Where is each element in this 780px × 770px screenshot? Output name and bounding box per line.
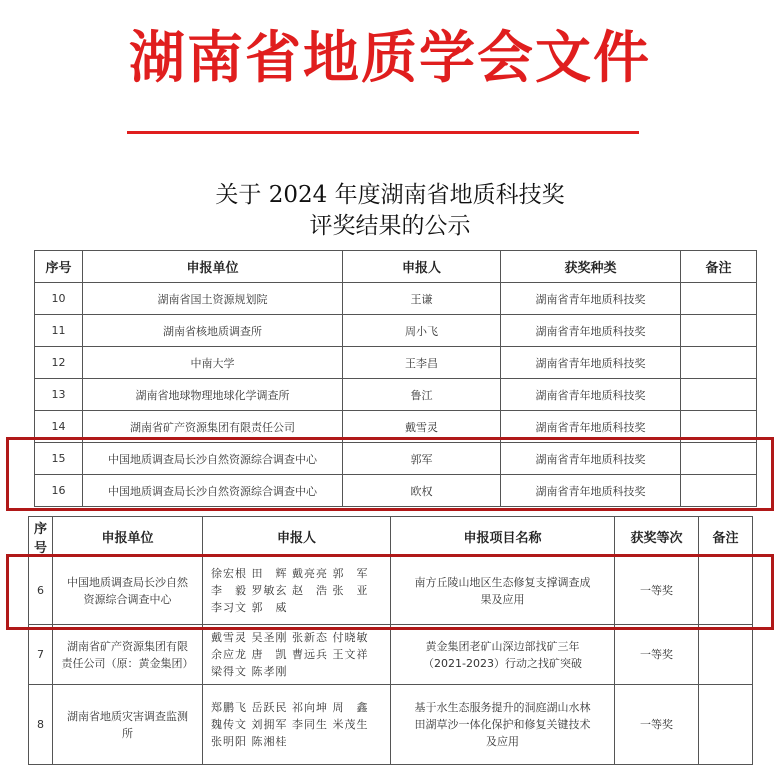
table-row	[35, 283, 757, 315]
cell-unit: 中国地质调查局长沙自然资源综合调查中心	[83, 443, 343, 475]
cell-unit: 湖南省地质灾害调查监测 所	[53, 685, 203, 765]
header-note: 备注	[699, 517, 753, 557]
cell-person: 欧权	[343, 475, 501, 507]
cell-note	[681, 347, 757, 379]
header-note: 备注	[681, 251, 757, 283]
header-persons: 申报人	[203, 517, 391, 557]
cell-no: 12	[35, 347, 83, 379]
cell-no: 13	[35, 379, 83, 411]
cell-person: 周小飞	[343, 315, 501, 347]
doc-title-line1: 关于 2024 年度湖南省地质科技奖	[215, 182, 565, 208]
cell-award: 湖南省青年地质科技奖	[501, 315, 681, 347]
header-person: 申报人	[343, 251, 501, 283]
cell-unit: 中南大学	[83, 347, 343, 379]
cell-level: 一等奖	[615, 625, 699, 685]
table-row	[35, 315, 757, 347]
header-award: 获奖种类	[501, 251, 681, 283]
cell-level: 一等奖	[615, 557, 699, 625]
cell-level: 一等奖	[615, 685, 699, 765]
cell-project: 基于水生态服务提升的洞庭湖山水林 田湖草沙一体化保护和修复关键技术 及应用	[391, 685, 615, 765]
cell-no: 16	[35, 475, 83, 507]
doc-title-line2: 评奖结果的公示	[309, 213, 471, 239]
cell-person: 戴雪灵	[343, 411, 501, 443]
cell-no: 11	[35, 315, 83, 347]
cell-no: 7	[29, 625, 53, 685]
cell-unit: 湖南省矿产资源集团有限责任公司	[83, 411, 343, 443]
cell-no: 14	[35, 411, 83, 443]
header-unit: 申报单位	[53, 517, 203, 557]
cell-unit: 中国地质调查局长沙自然资源综合调查中心	[83, 475, 343, 507]
cell-unit: 中国地质调查局长沙自然 资源综合调查中心	[53, 557, 203, 625]
cell-award: 湖南省青年地质科技奖	[501, 411, 681, 443]
table-row	[35, 379, 757, 411]
cell-award: 湖南省青年地质科技奖	[501, 443, 681, 475]
cell-persons: 徐宏根 田 辉 戴亮亮 郭 军 李 毅 罗敏玄 赵 浩 张 亚 李习文 郭 威	[203, 557, 391, 625]
cell-no: 6	[29, 557, 53, 625]
cell-persons: 戴雪灵 吴圣刚 张新态 付晓敏 余应龙 唐 凯 曹远兵 王文祥 梁得文 陈孝刚	[203, 625, 391, 685]
header-project: 申报项目名称	[391, 517, 615, 557]
highlight-box-youth	[6, 437, 774, 511]
header-level: 获奖等次	[615, 517, 699, 557]
table-row	[35, 347, 757, 379]
cell-award: 湖南省青年地质科技奖	[501, 379, 681, 411]
cell-person: 鲁江	[343, 379, 501, 411]
cell-note	[681, 379, 757, 411]
cell-unit: 湖南省国土资源规划院	[83, 283, 343, 315]
cell-note	[681, 283, 757, 315]
cell-persons: 郑鹏飞 岳跃民 祁向坤 周 鑫 魏传文 刘拥军 李同生 米茂生 张明阳 陈湘桂	[203, 685, 391, 765]
header-unit: 申报单位	[83, 251, 343, 283]
cell-no: 15	[35, 443, 83, 475]
cell-unit: 湖南省矿产资源集团有限 责任公司（原：黄金集团）	[53, 625, 203, 685]
cell-no: 10	[35, 283, 83, 315]
cell-award: 湖南省青年地质科技奖	[501, 475, 681, 507]
letterhead-title: 湖南省地质学会文件	[129, 25, 651, 91]
table-header-row	[29, 517, 753, 557]
cell-project: 南方丘陵山地区生态修复支撑调查成 果及应用	[391, 557, 615, 625]
cell-person: 王李昌	[343, 347, 501, 379]
header-no: 序号	[29, 517, 53, 557]
cell-unit: 湖南省地球物理地球化学调查所	[83, 379, 343, 411]
cell-award: 湖南省青年地质科技奖	[501, 347, 681, 379]
table-row	[29, 625, 753, 685]
red-divider	[127, 131, 639, 134]
highlight-box-project	[6, 554, 774, 630]
cell-note	[699, 685, 753, 765]
cell-unit: 湖南省核地质调查所	[83, 315, 343, 347]
cell-project: 黄金集团老矿山深边部找矿三年 （2021-2023）行动之找矿突破	[391, 625, 615, 685]
cell-person: 王谦	[343, 283, 501, 315]
cell-no: 8	[29, 685, 53, 765]
table-header-row	[35, 251, 757, 283]
cell-award: 湖南省青年地质科技奖	[501, 283, 681, 315]
cell-note	[699, 625, 753, 685]
cell-person: 郭军	[343, 443, 501, 475]
table-row	[29, 685, 753, 765]
header-no: 序号	[35, 251, 83, 283]
cell-note	[681, 315, 757, 347]
